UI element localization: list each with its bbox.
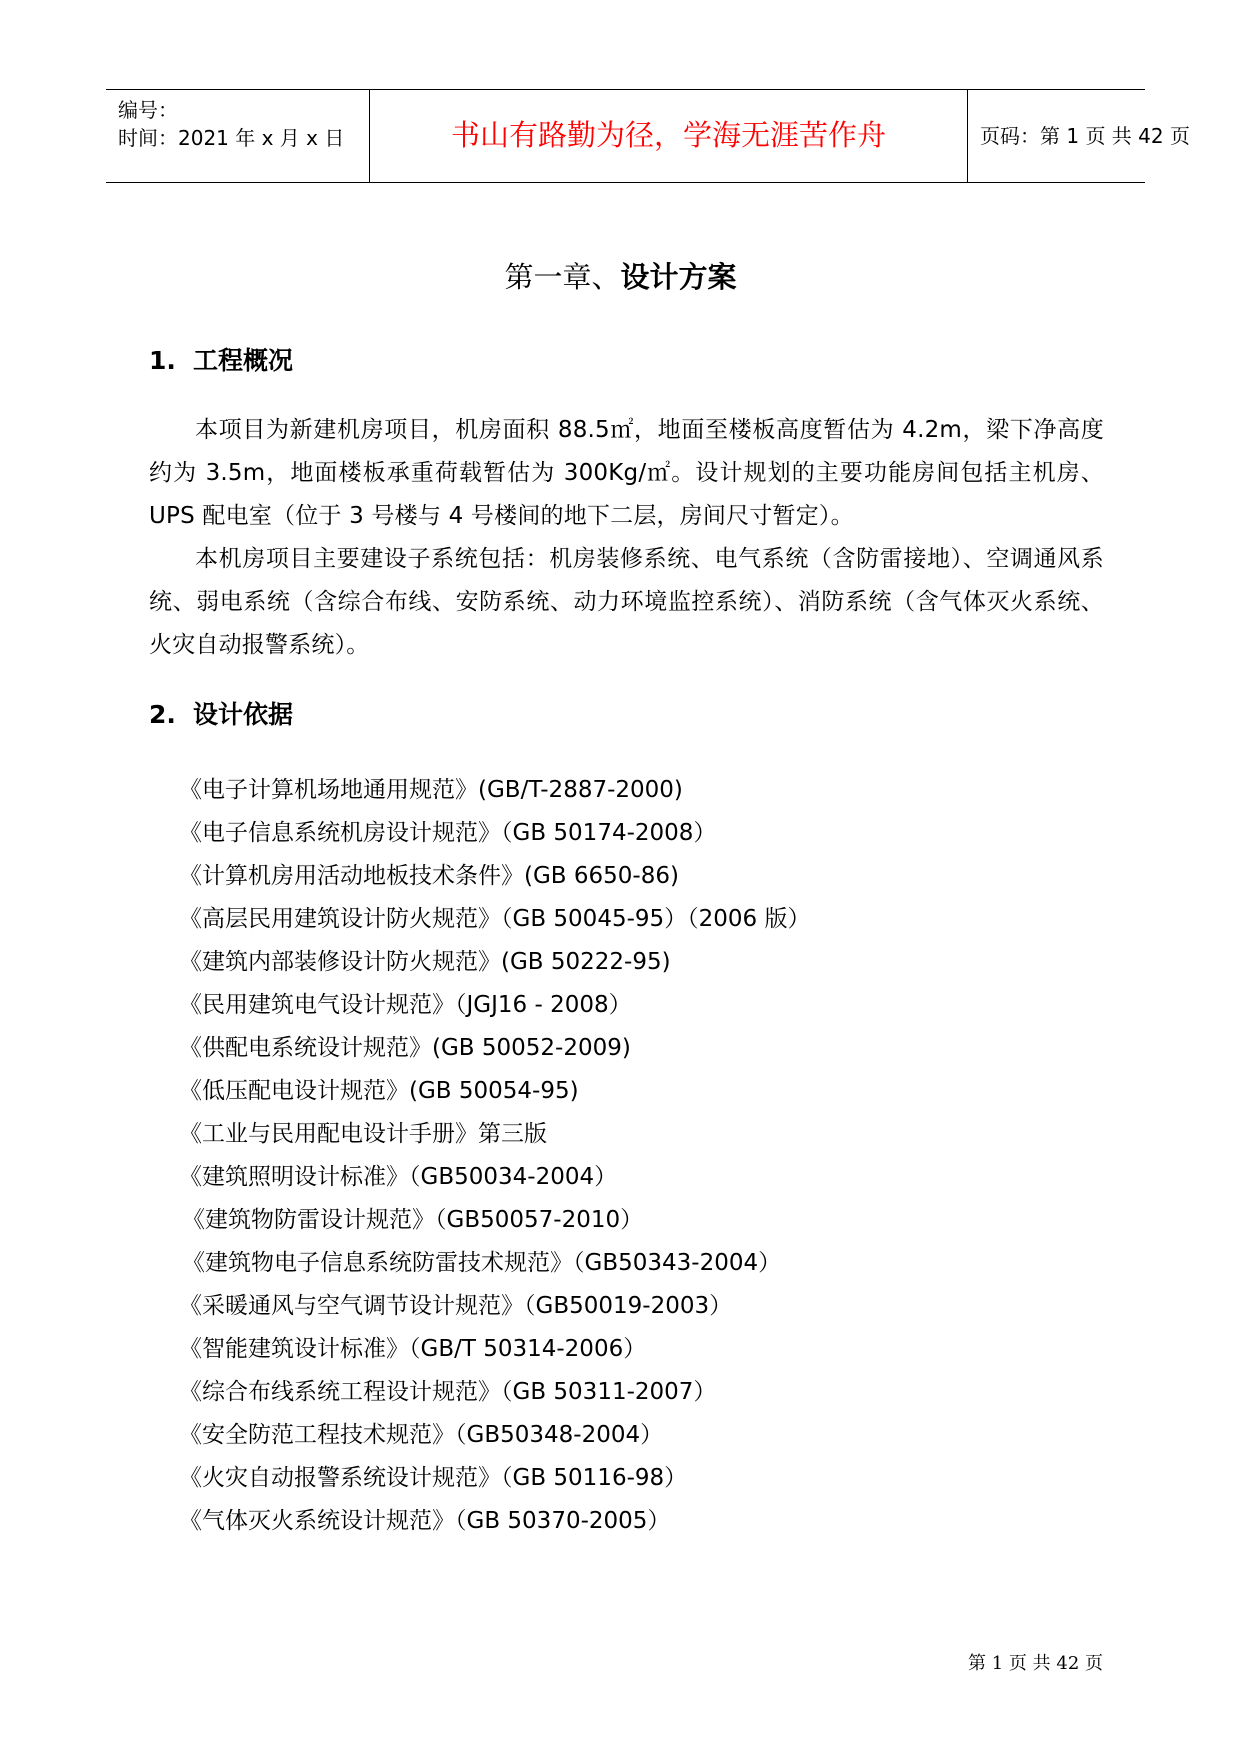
list-item: 《低压配电设计规范》(GB 50054-95) (179, 1078, 579, 1104)
chapter-title (0, 257, 1241, 297)
list-item: 《建筑照明设计标准》（GB50034-2004） (179, 1164, 618, 1190)
list-item: 《民用建筑电气设计规范》（JGJ16 - 2008） (179, 992, 632, 1018)
list-item: 《智能建筑设计标准》（GB/T 50314-2006） (179, 1336, 647, 1362)
standards-list (179, 769, 811, 1543)
list-item: 《电子信息系统机房设计规范》（GB 50174-2008） (179, 820, 717, 846)
section-number: 2. (149, 700, 176, 729)
section-heading-1 (149, 343, 293, 379)
list-item: 《安全防范工程技术规范》（GB50348-2004） (179, 1422, 664, 1448)
list-item: 《工业与民用配电设计手册》第三版 (179, 1121, 547, 1147)
footer-page-number: 第 1 页 共 42 页 (968, 1653, 1103, 1674)
section-title: 设计依据 (193, 700, 294, 729)
section-title: 工程概况 (193, 346, 294, 375)
list-item: 《电子计算机场地通用规范》(GB/T-2887-2000) (179, 777, 683, 803)
chapter-title-main: 设计方案 (620, 260, 737, 294)
list-item: 《火灾自动报警系统设计规范》（GB 50116-98） (179, 1465, 688, 1491)
page-footer (968, 1652, 1103, 1676)
list-item: 《建筑物防雷设计规范》（GB50057-2010） (182, 1207, 644, 1233)
list-item: 《建筑物电子信息系统防雷技术规范》（GB50343-2004） (182, 1250, 782, 1276)
document-time-label: 时间：2021 年 x 月 x 日 (118, 126, 345, 150)
list-item: 《计算机房用活动地板技术条件》(GB 6650-86) (179, 863, 679, 889)
chapter-title-prefix: 第一章、 (504, 260, 621, 294)
list-item: 《高层民用建筑设计防火规范》（GB 50045-95）（2006 版） (179, 906, 811, 932)
list-item: 《采暖通风与空气调节设计规范》（GB50019-2003） (179, 1293, 733, 1319)
list-item: 《供配电系统设计规范》(GB 50052-2009) (179, 1035, 631, 1061)
list-item: 《综合布线系统工程设计规范》（GB 50311-2007） (179, 1379, 717, 1405)
document-number-label: 编号： (118, 98, 178, 122)
header-motto-cell (370, 90, 968, 182)
list-item: 《气体灭火系统设计规范》（GB 50370-2005） (179, 1508, 671, 1534)
section-1-paragraph-2: 本机房项目主要建设子系统包括：机房装修系统、电气系统（含防雷接地）、空调通风系统、弱电系统（含综合布线、安防系统、动力环境监控系统）、消防系统（含气体灭火系统、火灾自动报警系统）。 (149, 546, 1104, 658)
section-number: 1. (149, 346, 176, 375)
page-header (106, 89, 1190, 183)
section-heading-2 (149, 697, 293, 733)
header-motto: 书山有路勤为径，学海无涯苦作舟 (450, 118, 886, 152)
section-1-paragraph-1: 本项目为新建机房项目，机房面积 88.5㎡，地面至楼板高度暂估为 4.2m，梁下净高度约为 3.5m，地面楼板承重荷载暂估为 300Kg/㎡。设计规划的主要功能房间包括主机房、UPS 配电室（位于 3 号楼与 4 号楼间的地下二层，房间尺寸暂定）。 (149, 417, 1104, 529)
list-item: 《建筑内部装修设计防火规范》(GB 50222-95) (179, 949, 671, 975)
header-page-label: 页码：第 1 页 共 42 页 (980, 124, 1190, 148)
header-right-cell (968, 90, 1190, 182)
header-left-cell (106, 90, 370, 182)
